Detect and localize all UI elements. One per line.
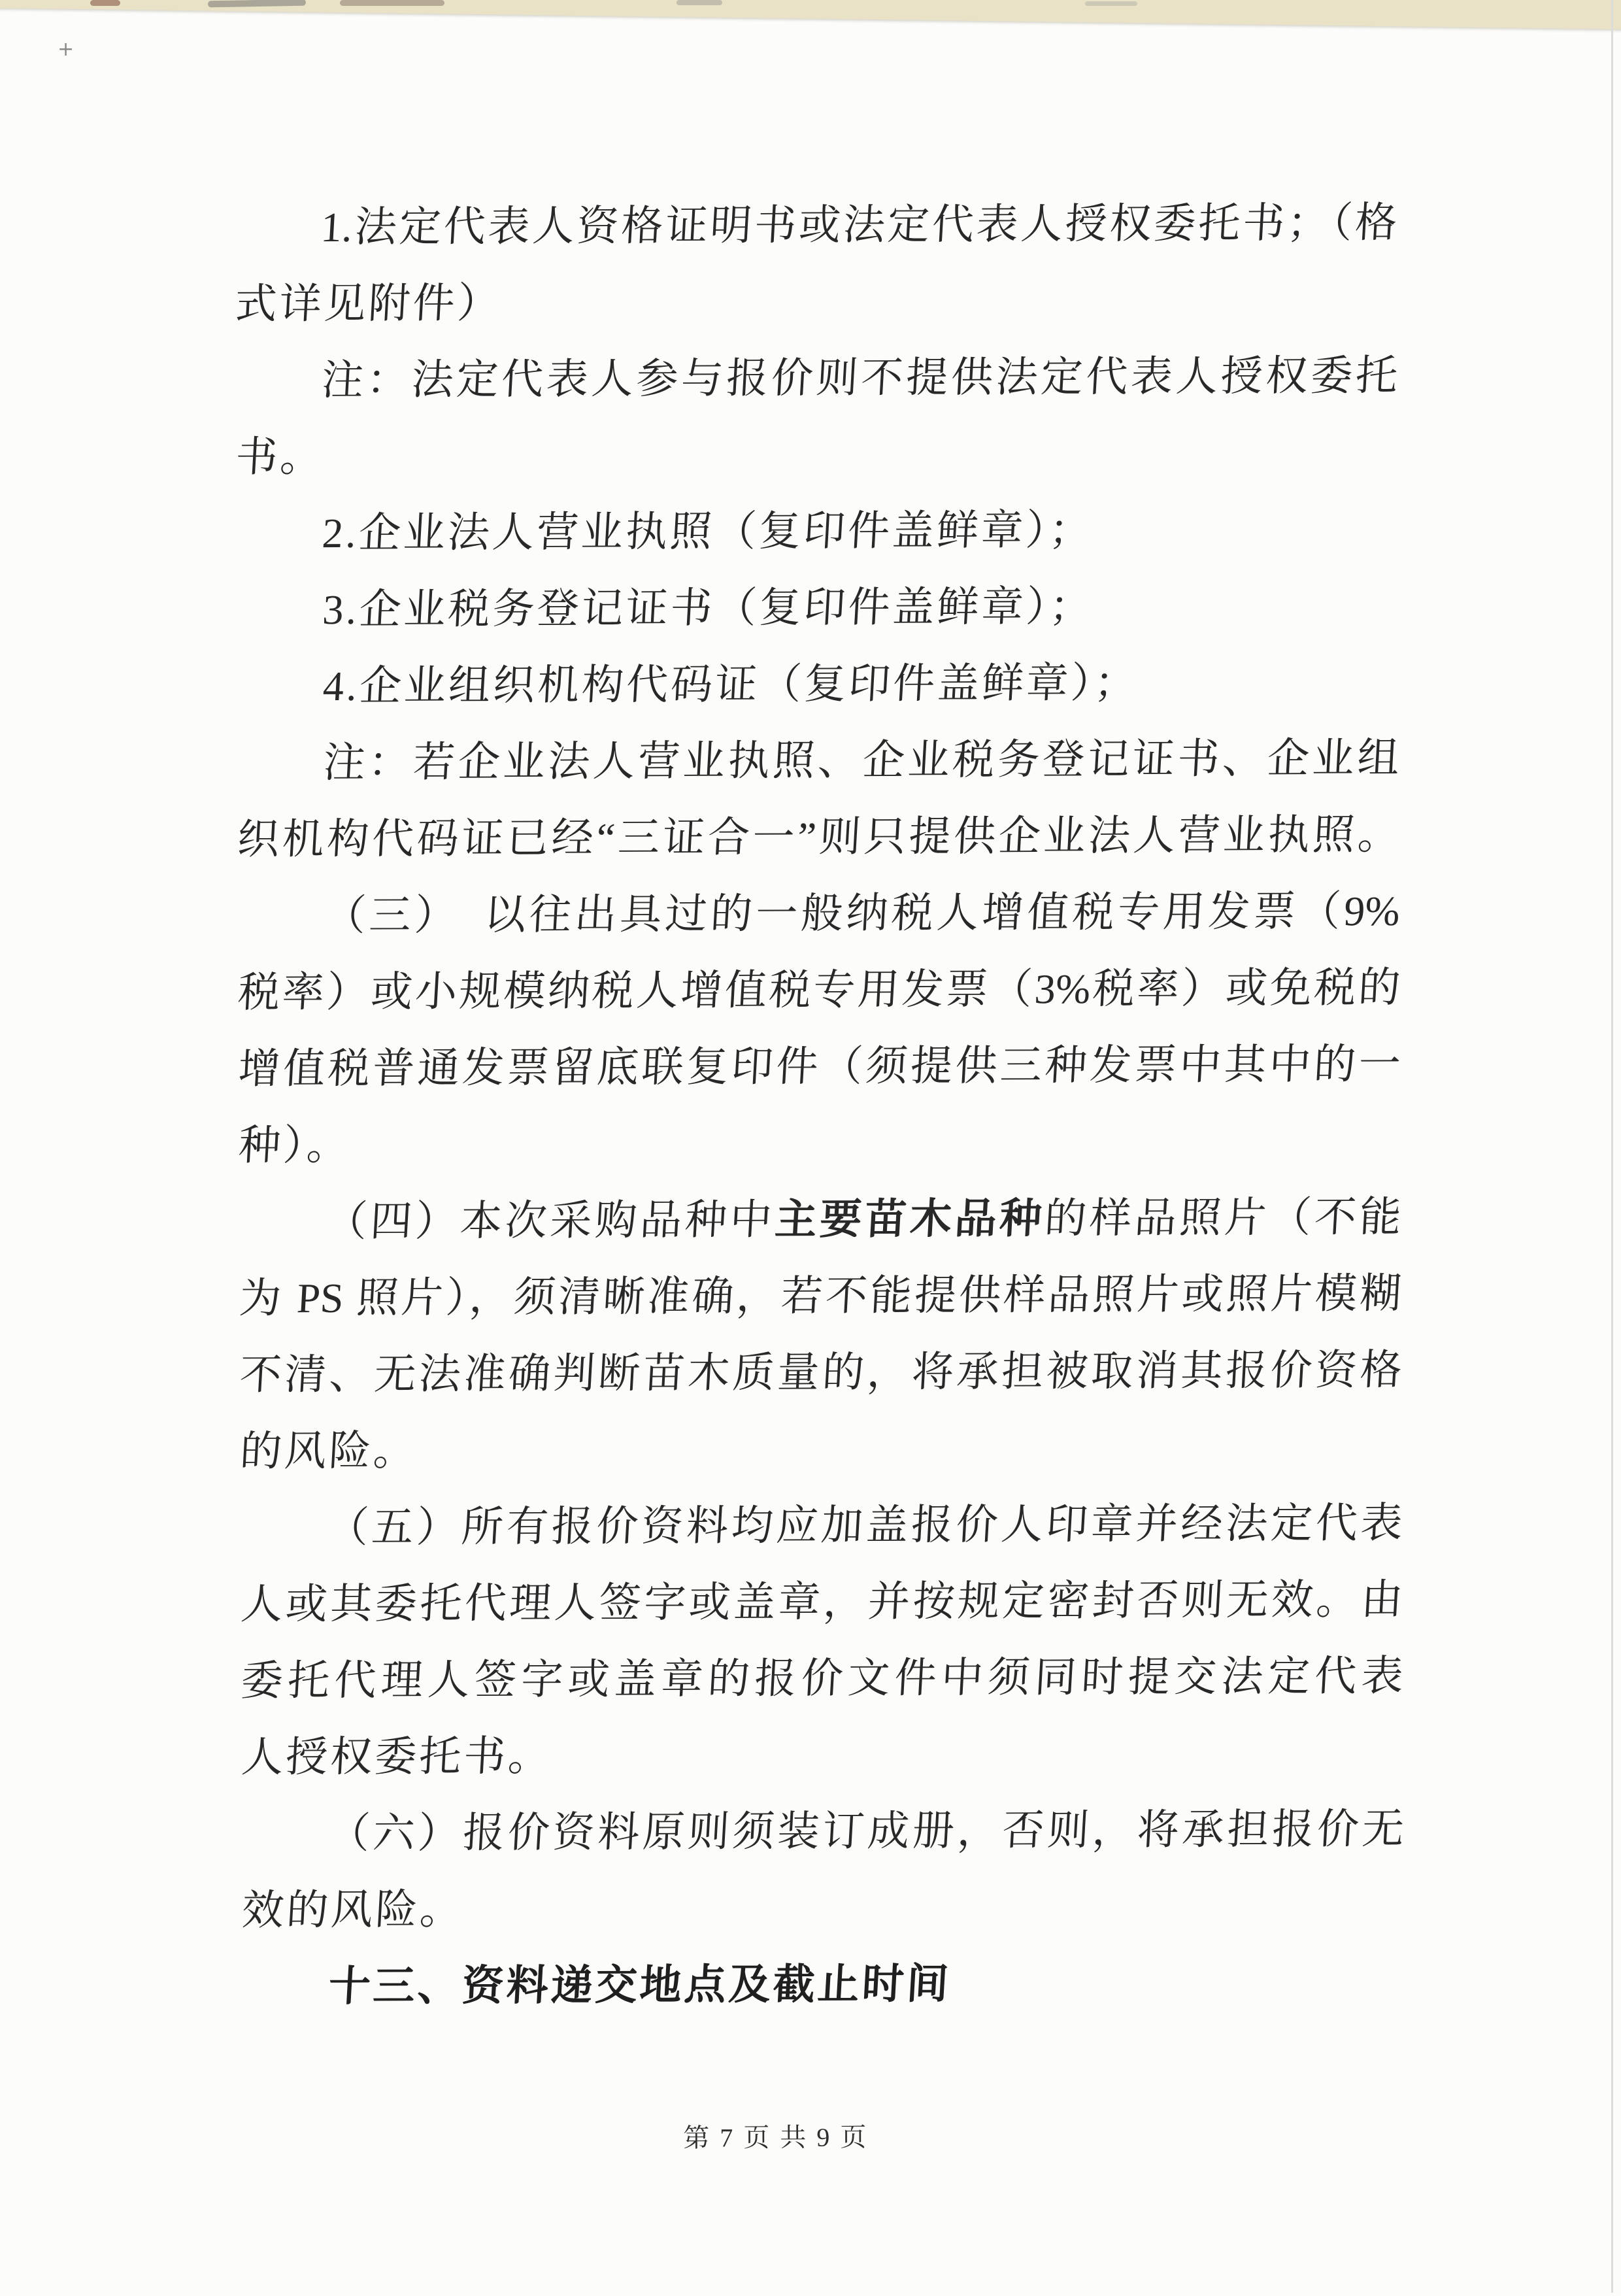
body-line: 委托代理人签字或盖章的报价文件中须同时提交法定代表 (239, 1652, 1405, 1704)
body-line: （六）报价资料原则须装订成册，否则，将承担报价无 (326, 1805, 1405, 1857)
body-line: 种）。 (237, 1121, 353, 1169)
body-text: （四）本次采购品种中 (324, 1196, 777, 1245)
body-line: 3.企业税务登记证书（复印件盖鲜章）； (321, 582, 1095, 633)
body-line: 注：若企业法人营业执照、企业税务登记证书、企业组 (322, 734, 1401, 786)
scan-artifact-cross: + (58, 38, 75, 61)
page-footer: 第 7 页 共 9 页 (683, 2122, 869, 2153)
body-text: 的样品照片（不能 (1043, 1193, 1403, 1242)
emphasized-text: 主要苗木品种 (773, 1194, 1046, 1243)
body-line: 不清、无法准确判断苗木质量的，将承担被取消其报价资格 (238, 1346, 1403, 1398)
body-line: 增值税普通发票留底联复印件（须提供三种发票中其中的一 (237, 1040, 1402, 1092)
body-line: 1.法定代表人资格证明书或法定代表人授权委托书；（格 (320, 199, 1399, 251)
body-line: 税率）或小规模纳税人增值税专用发票（3%税率）或免税的 (237, 964, 1402, 1016)
body-line: 织机构代码证已经“三证合一”则只提供企业法人营业执照。 (236, 811, 1401, 863)
body-line: 4.企业组织机构代码证（复印件盖鲜章）； (322, 659, 1141, 710)
body-line: 式详见附件） (233, 279, 503, 328)
body-line: 注：法定代表人参与报价则不提供法定代表人授权委托 (320, 352, 1399, 404)
section-heading: 十三、资料递交地点及截止时间 (327, 1959, 952, 2010)
body-line: （五）所有报价资料均应加盖报价人印章并经法定代表 (325, 1499, 1404, 1551)
body-line: 效的风险。 (241, 1886, 466, 1934)
body-line: 的风险。 (239, 1427, 420, 1475)
body-line: 书。 (234, 433, 326, 481)
body-line: 人或其委托代理人签字或盖章，并按规定密封否则无效。由 (239, 1576, 1405, 1628)
body-line (238, 1193, 1403, 1246)
body-line: 2.企业法人营业执照（复印件盖鲜章）； (321, 506, 1095, 557)
body-line: 人授权委托书。 (240, 1732, 554, 1781)
body-line: （三） 以往出具过的一般纳税人增值税专用发票（9% (322, 887, 1401, 939)
body-line: 为 PS 照片），须清晰准确，若不能提供样品照片或照片模糊 (238, 1270, 1403, 1322)
